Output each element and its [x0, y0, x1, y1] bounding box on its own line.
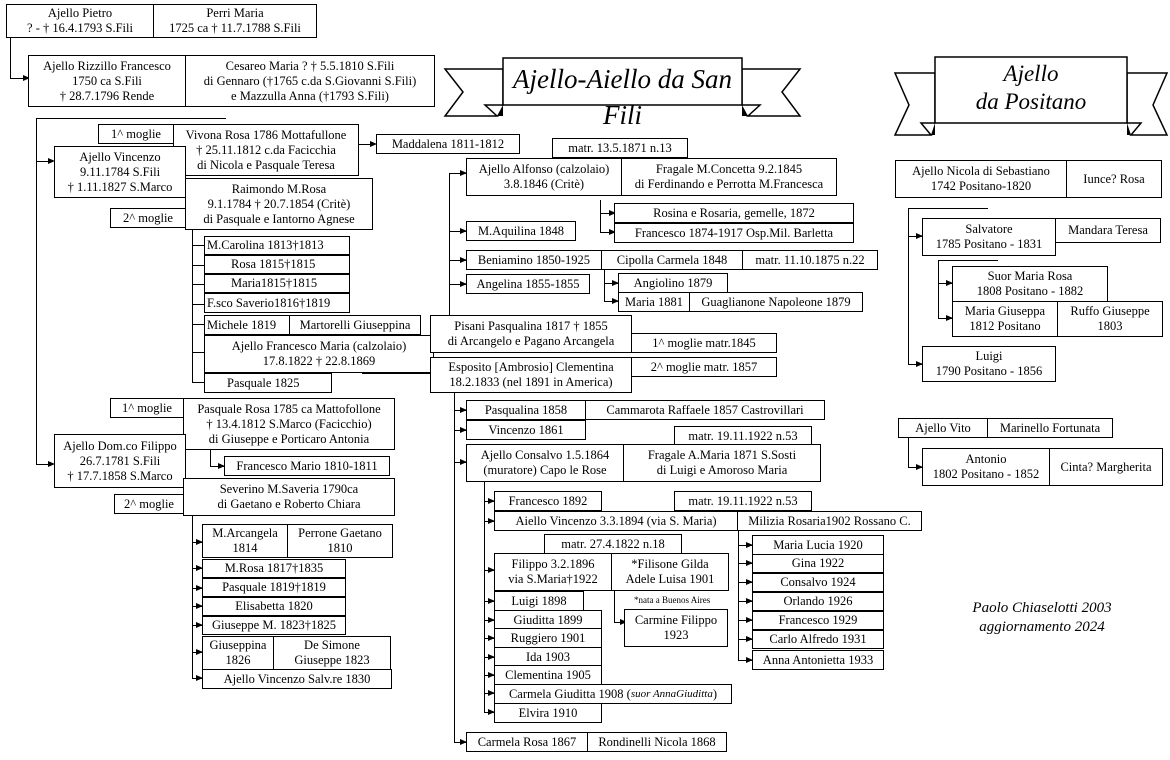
- person-box-francesco: [28, 55, 186, 107]
- person-box-maria1881: Maria 1881: [618, 292, 690, 312]
- person-parents: di Pasquale e Iantorno Agnese: [203, 211, 355, 226]
- person-dates: 1814: [232, 541, 258, 555]
- person-box-francesco1874: Francesco 1874-1917 Osp.Mil. Barletta: [614, 223, 854, 243]
- person-box-antonio: [922, 448, 1050, 486]
- person-name: Fragale M.Concetta 9.2.1845: [655, 162, 803, 176]
- person-box-elvira: Elvira 1910: [494, 703, 602, 723]
- connector: [600, 200, 601, 232]
- person-name: De Simone: [304, 638, 360, 652]
- connector: [362, 373, 430, 374]
- marriage-label-esposito: 2^ moglie matr. 1857: [631, 357, 777, 377]
- person-box-raimondo: [185, 178, 373, 230]
- person-box-maria-giuseppa: [952, 301, 1058, 337]
- person-name: Cesareo Maria ? † 5.5.1810 S.Fili: [225, 58, 395, 73]
- person-parents: di Giuseppe e Porticaro Antonia: [208, 431, 370, 446]
- person-parents: di Luigi e Amoroso Maria: [656, 463, 788, 477]
- person-box-maria1815: Maria1815†1815: [204, 274, 350, 293]
- connector: [738, 530, 739, 660]
- person-box-giuseppe-m: Giuseppe M. 1823†1825: [202, 616, 346, 635]
- person-dates: 9.1.1784 † 20.7.1854 (Critè): [207, 196, 351, 211]
- person-dates: † 13.4.1812 S.Marco (Facicchio): [206, 416, 372, 431]
- person-name: Suor Maria Rosa: [987, 269, 1073, 283]
- person-box-orlando: Orlando 1926: [752, 592, 884, 611]
- person-parents: di Arcangelo e Pagano Arcangela: [447, 334, 615, 348]
- person-box-luigi-positano: [922, 346, 1056, 382]
- person-dates: 1742 Positano-1820: [930, 179, 1032, 193]
- person-box-michele: Michele 1819: [204, 315, 290, 335]
- person-dates: † 1.11.1827 S.Marco: [67, 179, 173, 194]
- person-name: Ajello Francesco Maria (calzolaio): [231, 339, 407, 353]
- marriage-label-consalvo: matr. 19.11.1922 n.53: [674, 426, 812, 446]
- person-box-pasqualina1858: Pasqualina 1858: [466, 400, 586, 420]
- connector: [192, 228, 193, 383]
- person-box-desimone: [273, 636, 391, 670]
- person-box-pietro: [6, 4, 154, 38]
- person-parents: di Gaetano e Roberto Chiara: [217, 497, 361, 511]
- person-box-maria-lucia: Maria Lucia 1920: [752, 535, 884, 555]
- person-box-mandara: Mandara Teresa: [1055, 218, 1161, 243]
- person-name: Pasquale Rosa 1785 ca Mattofollone: [197, 401, 381, 416]
- connector: [908, 208, 988, 209]
- person-box-vito: Ajello Vito: [898, 418, 988, 438]
- person-dates: 1785 Positano - 1831: [935, 237, 1043, 251]
- person-box-carmela-rosa: Carmela Rosa 1867: [466, 732, 588, 752]
- connector: [210, 450, 211, 466]
- person-box-perri: [153, 4, 317, 38]
- note-buenos-aires: *nata a Buenos Aires: [634, 595, 711, 605]
- person-dates: 1810: [327, 541, 353, 555]
- person-name: Ruffo Giuseppe: [1070, 304, 1150, 318]
- paren: ): [712, 686, 718, 701]
- person-box-cammarota: Cammarota Raffaele 1857 Castrovillari: [585, 400, 825, 420]
- connector: [938, 260, 939, 318]
- person-name: *Filisone Gilda: [631, 557, 709, 571]
- person-box-martorelli: Martorelli Giuseppina: [289, 315, 421, 335]
- person-box-vincenzo: [54, 146, 186, 198]
- person-dates: 9.11.1784 S.Fili: [79, 164, 161, 179]
- person-dates: 1802 Positano - 1852: [932, 467, 1040, 481]
- person-box-luigi1898: Luigi 1898: [494, 591, 584, 611]
- person-box-consalvo: [466, 444, 624, 482]
- person-box-giuseppina: [202, 636, 274, 670]
- connector: [938, 260, 998, 261]
- person-name: Pisani Pasqualina 1817 † 1855: [454, 319, 608, 333]
- person-name: Ajello Pietro: [47, 6, 113, 20]
- person-name: Filippo 3.2.1896: [511, 557, 595, 571]
- person-box-gina: Gina 1922: [752, 554, 884, 573]
- person-dates: † 28.7.1796 Rende: [59, 88, 155, 103]
- person-box-mcarolina: M.Carolina 1813†1813: [204, 236, 350, 255]
- person-dates: 26.7.1781 S.Fili: [79, 453, 161, 468]
- person-box-francesco-maria: [204, 335, 434, 373]
- person-name: Giuseppina: [209, 638, 267, 652]
- person-box-ida1903: Ida 1903: [494, 647, 602, 667]
- person-box-vivona: [173, 124, 359, 176]
- person-parents: di Nicola e Pasquale Teresa: [197, 157, 335, 172]
- person-box-salvatore: [922, 218, 1056, 256]
- person-box-pasquale-rosa: [183, 398, 395, 450]
- person-box-alfonso: [466, 158, 622, 196]
- person-name: Severino M.Saveria 1790ca: [219, 482, 359, 496]
- person-box-rosina: Rosina e Rosaria, gemelle, 1872: [614, 203, 854, 223]
- author-name: Paolo Chiaselotti 2003: [972, 600, 1112, 616]
- connector: [908, 208, 909, 364]
- person-box-rondinelli: Rondinelli Nicola 1868: [587, 732, 727, 752]
- person-box-mrosa1817: M.Rosa 1817†1835: [202, 559, 346, 578]
- person-box-vincenzo1894: Aiello Vincenzo 3.3.1894 (via S. Maria): [494, 511, 738, 531]
- person-name: Ajello Consalvo 1.5.1864: [480, 448, 610, 462]
- person-box-consalvo1924: Consalvo 1924: [752, 573, 884, 592]
- person-box-beniamino: Beniamino 1850-1925: [466, 250, 602, 270]
- person-box-suor-maria-rosa: [952, 266, 1108, 302]
- person-box-pisani: [430, 315, 632, 353]
- person-dates: 18.2.1833 (nel 1891 in America): [449, 375, 613, 389]
- person-box-francesco-mario: Francesco Mario 1810-1811: [224, 456, 390, 476]
- person-name: Perrone Gaetano: [298, 526, 382, 540]
- person-box-ruggiero1901: Ruggiero 1901: [494, 628, 602, 648]
- person-box-francesco1892: Francesco 1892: [494, 491, 602, 511]
- connector: [192, 324, 204, 325]
- person-box-perrone: [287, 524, 393, 558]
- connector: [484, 480, 485, 712]
- person-name: Ajello Vincenzo: [79, 149, 161, 164]
- connector: [192, 516, 193, 678]
- wife-label-1-vincenzo: 1^ moglie: [98, 124, 174, 144]
- connector: [10, 36, 11, 78]
- connector: [454, 392, 455, 742]
- religious-name: suor AnnaGiuditta: [630, 687, 713, 700]
- connector: [192, 382, 204, 383]
- positano-title-1: Ajello: [1003, 61, 1059, 86]
- person-box-giuditta1899: Giuditta 1899: [494, 610, 602, 630]
- marriage-label-pisani: 1^ moglie matr.1845: [631, 333, 777, 353]
- person-occupation: (muratore) Capo le Rose: [483, 463, 607, 477]
- person-box-elisabetta: Elisabetta 1820: [202, 597, 346, 616]
- person-name: Raimondo M.Rosa: [231, 181, 327, 196]
- person-box-filippo: [494, 553, 612, 591]
- person-name: Vivona Rosa 1786 Mottafullone: [185, 127, 347, 142]
- person-dates: † 17.7.1858 S.Marco: [67, 468, 173, 483]
- person-box-carmine: [624, 609, 728, 647]
- person-box-pasquale1825: Pasquale 1825: [204, 373, 332, 393]
- person-box-fragale-concetta: [621, 158, 837, 196]
- connector: [36, 118, 226, 119]
- connector: [604, 268, 605, 302]
- person-dates: 1812 Positano: [969, 319, 1041, 333]
- person-dates: 17.8.1822 † 22.8.1869: [262, 354, 376, 368]
- person-name: Adele Luisa 1901: [625, 572, 715, 586]
- person-box-carlo-alfredo: Carlo Alfredo 1931: [752, 630, 884, 649]
- person-box-iunce: Iunce? Rosa: [1066, 160, 1162, 198]
- person-box-angiolino: Angiolino 1879: [618, 273, 728, 293]
- person-dates: 1923: [663, 628, 689, 642]
- person-name: Antonio: [965, 452, 1007, 466]
- person-name: Ajello Dom.co Filippo: [63, 438, 177, 453]
- person-box-esposito: [430, 357, 632, 393]
- person-box-vincenzo-salv: Ajello Vincenzo Salv.re 1830: [202, 669, 392, 689]
- person-box-cesareo: [185, 55, 435, 107]
- person-box-cipolla: Cipolla Carmela 1848: [601, 250, 743, 270]
- wife-label-2-domco: 2^ moglie: [114, 494, 184, 514]
- person-box-cinta: Cinta? Margherita: [1049, 448, 1163, 486]
- person-box-guaglianone: Guaglianone Napoleone 1879: [689, 292, 863, 312]
- connector: [192, 265, 204, 266]
- person-dates: † 25.11.1812 c.da Facicchia: [196, 142, 336, 157]
- person-box-pasquale1819: Pasquale 1819†1819: [202, 578, 346, 597]
- person-box-nicola: [895, 160, 1067, 198]
- wife-label-1-domco: 1^ moglie: [110, 398, 184, 418]
- person-dates: 1826: [225, 653, 251, 667]
- person-box-milizia: Milizia Rosaria1902 Rossano C.: [737, 511, 922, 531]
- author-signature: [952, 599, 1132, 637]
- person-box-maddalena: Maddalena 1811-1812: [376, 134, 520, 154]
- person-dates: 1790 Positano - 1856: [935, 364, 1043, 378]
- marriage-label-filippo: matr. 27.4.1822 n.18: [544, 534, 682, 554]
- connector: [614, 589, 615, 622]
- person-box-carmela-giuditta: [494, 684, 732, 704]
- person-box-angelina: Angelina 1855-1855: [466, 274, 590, 294]
- marriage-label-alfonso: matr. 13.5.1871 n.13: [552, 138, 688, 158]
- person-box-marinello: Marinello Fortunata: [987, 418, 1113, 438]
- person-box-severino: [183, 478, 395, 516]
- wife-label-2-vincenzo: 2^ moglie: [110, 208, 186, 228]
- connector: [10, 78, 24, 79]
- main-title: Ajello-Aiello da San Fili: [513, 64, 732, 130]
- person-dates: 1725 ca † 11.7.1788 S.Fili: [169, 21, 301, 35]
- connector: [192, 352, 204, 353]
- person-parents: e Mazzulla Anna (†1793 S.Fili): [231, 88, 389, 103]
- positano-title-2: da Positano: [975, 89, 1087, 114]
- connector: [192, 304, 204, 305]
- person-box-aquilina: M.Aquilina 1848: [466, 221, 576, 241]
- person-name: M.Arcangela: [212, 526, 278, 540]
- marriage-label-beniamino: matr. 11.10.1875 n.22: [742, 250, 878, 270]
- person-name: Ajello Rizzillo Francesco: [43, 58, 171, 73]
- person-dates: ? - † 16.4.1793 S.Fili: [27, 21, 133, 35]
- person-name: Carmela Giuditta 1908 (: [508, 686, 631, 701]
- person-parents: di Ferdinando e Perrotta M.Francesca: [634, 177, 824, 191]
- person-dates: 1750 ca S.Fili: [72, 73, 142, 88]
- person-name: Esposito [Ambrosio] Clementina: [448, 360, 614, 374]
- person-name: Fragale A.Maria 1871 S.Sosti: [647, 448, 797, 462]
- person-name: Ajello Alfonso (calzolaio): [478, 162, 610, 176]
- person-dates: 1808 Positano - 1882: [976, 284, 1084, 298]
- person-name: Perri Maria: [206, 6, 264, 20]
- person-box-marcangela: [202, 524, 288, 558]
- person-parents: di Gennaro (†1765 c.da S.Giovanni S.Fili): [203, 73, 417, 88]
- person-name: Ajello Nicola di Sebastiano: [912, 164, 1050, 178]
- person-box-anna-antonietta: Anna Antonietta 1933: [752, 650, 884, 670]
- person-dates: 1803: [1097, 319, 1123, 333]
- person-name: Luigi: [975, 349, 1003, 363]
- person-dates: via S.Maria†1922: [508, 572, 598, 586]
- person-box-francesco1929: Francesco 1929: [752, 611, 884, 630]
- connector: [908, 437, 909, 467]
- connector: [36, 118, 37, 464]
- person-box-fsaverio: F.sco Saverio1816†1819: [204, 293, 350, 313]
- update-note: aggiornamento 2024: [979, 619, 1105, 635]
- person-name: Salvatore: [965, 222, 1013, 236]
- person-box-clementina1905: Clementina 1905: [494, 665, 602, 685]
- connector: [192, 284, 204, 285]
- person-dates: 3.8.1846 (Critè): [503, 177, 585, 191]
- person-name: Maria Giuseppa: [964, 304, 1046, 318]
- person-box-filisone: [611, 553, 729, 591]
- person-name: Giuseppe 1823: [294, 653, 370, 667]
- person-box-fragale-maria: [623, 444, 821, 482]
- connector: [192, 245, 204, 246]
- person-box-domco: [54, 434, 186, 488]
- person-box-vincenzo1861: Vincenzo 1861: [466, 420, 586, 440]
- marriage-label-vincenzo1894: matr. 19.11.1922 n.53: [674, 491, 812, 511]
- person-box-ruffo: [1057, 301, 1163, 337]
- person-box-rosa1815: Rosa 1815†1815: [204, 255, 350, 274]
- person-name: Carmine Filippo: [634, 613, 718, 627]
